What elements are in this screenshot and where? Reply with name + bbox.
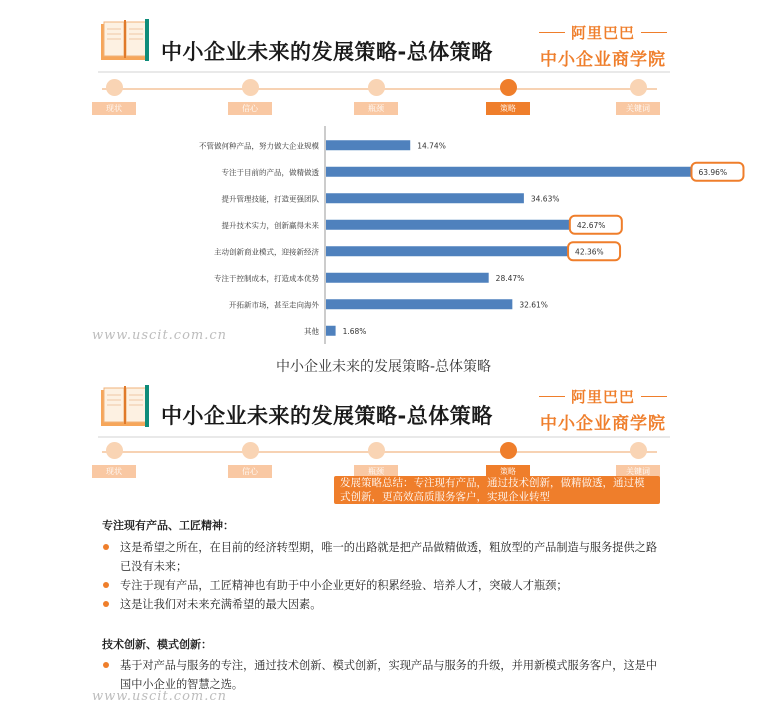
progress-nav — [92, 442, 667, 476]
value-label: 14.74% — [417, 141, 446, 151]
nav-step-5: 关键词 — [608, 79, 668, 115]
header-rule — [98, 436, 670, 438]
value-label: 42.67% — [576, 220, 606, 230]
section-heading-1: 专注现有产品、工匠精神： — [102, 519, 234, 532]
bar — [326, 326, 336, 336]
nav-step-4-active: 策略 — [478, 79, 538, 115]
nav-step-4-active: 策略 — [478, 442, 538, 478]
brand-logo — [533, 22, 673, 70]
category-label: 专注于控制成本，打造成本优势 — [214, 273, 319, 283]
value-label: 42.36% — [575, 247, 604, 257]
bar — [326, 140, 410, 150]
value-label: 34.63% — [530, 194, 560, 204]
brand-top-text: 阿里巴巴 — [570, 24, 635, 42]
list-item: 专注于现有产品，工匠精神也有助于中小企业更好的积累经验、培养人才，突破人才瓶颈； — [102, 576, 662, 595]
watermark-2: www.uscit.com.cn — [92, 689, 228, 704]
nav-step-5: 关键词 — [608, 442, 668, 478]
bar — [326, 299, 512, 309]
brand-main-text: 中小企业商学院 — [540, 50, 666, 70]
progress-nav — [92, 79, 667, 113]
watermark-1: www.uscit.com.cn — [92, 328, 228, 343]
value-label: 63.96% — [698, 167, 728, 177]
brand-top-text: 阿里巴巴 — [570, 388, 635, 406]
section-heading-2: 技术创新、模式创新： — [102, 638, 212, 651]
bar — [326, 167, 691, 177]
category-label: 其他 — [304, 326, 319, 336]
slide-title: 中小企业未来的发展策略-总体策略 — [161, 40, 493, 64]
nav-step-3: 瓶颈 — [346, 79, 406, 115]
nav-step-2: 信心 — [220, 79, 280, 115]
value-label: 32.61% — [519, 300, 548, 310]
slide-1 — [0, 0, 767, 345]
value-label: 28.47% — [495, 273, 525, 283]
list-item: 基于对产品与服务的专注，通过技术创新、模式创新，实现产品与服务的升级，并用新模式服务客户，这是中国中小企业的智慧之选。 — [102, 656, 662, 694]
brand-main-text: 中小企业商学院 — [540, 414, 666, 434]
list-item: 这是让我们对未来充满希望的最大因素。 — [102, 595, 662, 614]
section-1-list — [102, 538, 662, 614]
nav-step-1: 现状 — [84, 442, 144, 478]
nav-step-1: 现状 — [84, 79, 144, 115]
bar — [326, 246, 568, 256]
category-label: 提升管理技能，打造更强团队 — [221, 194, 319, 204]
bar — [326, 193, 524, 203]
header-rule — [98, 71, 670, 73]
list-item: 这是希望之所在，在目前的经济转型期，唯一的出路就是把产品做精做透，粗放型的产品制造与服务提供之路已没有未来； — [102, 538, 662, 576]
value-label: 1.68% — [342, 326, 367, 336]
book-icon — [98, 18, 152, 64]
nav-step-3: 瓶颈 — [346, 442, 406, 478]
category-label: 开拓新市场，甚至走向海外 — [229, 300, 319, 310]
nav-step-2: 信心 — [220, 442, 280, 478]
category-label: 主动创新商业模式，迎接新经济 — [214, 247, 319, 257]
slide-title: 中小企业未来的发展策略-总体策略 — [161, 404, 493, 428]
category-label: 专注于目前的产品，做精做透 — [221, 167, 319, 177]
image-caption: 中小企业未来的发展策略-总体策略 — [275, 359, 492, 375]
bar — [326, 220, 570, 230]
category-label: 提升技术实力，创新赢得未来 — [221, 220, 319, 230]
brand-logo — [533, 386, 673, 434]
bar — [326, 273, 489, 283]
strategy-bar-chart — [110, 126, 728, 336]
category-label: 不管做何种产品，努力做大企业规模 — [199, 141, 319, 151]
book-icon — [98, 384, 152, 430]
strategy-summary-box: 发展策略总结：专注现有产品，通过技术创新，做精做透，通过模式创新，更高效高质服务客户，实现企业转型 — [334, 476, 660, 504]
